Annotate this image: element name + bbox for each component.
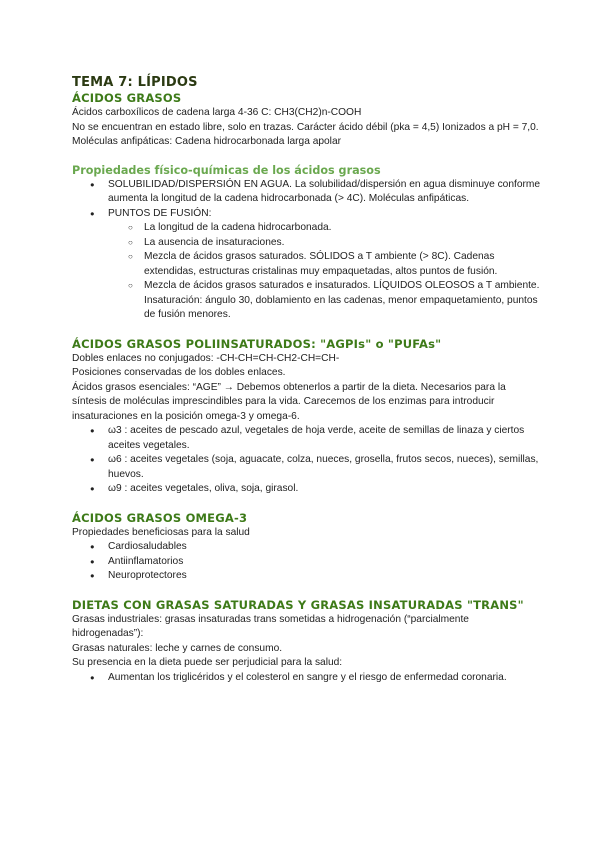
paragraph: Propiedades beneficiosas para la salud <box>72 526 250 538</box>
section-heading: ÁCIDOS GRASOS OMEGA-3 <box>72 510 248 525</box>
bullet-list <box>72 424 542 497</box>
paragraph: Grasas naturales: leche y carnes de consumo. <box>72 642 283 654</box>
list-item: ● ω6 : aceites vegetales (soja, aguacate, colza, nueces, grosella, frutos secos, nueces), semillas, huevos. <box>72 453 542 482</box>
paragraph: Moléculas anfipáticas: Cadena hidrocarbonada larga apolar <box>72 136 342 147</box>
list-item: ● Aumentan los triglicéridos y el colesterol en sangre y el riesgo de enfermedad coronaria. <box>72 671 542 686</box>
list-item: ● SOLUBILIDAD/DISPERSIÓN EN AGUA. La solubilidad/dispersión en agua disminuye conforme aumenta la longitud de la cadena hidrocarbonada (> 4C). Moléculas anfipáticas. <box>72 178 542 207</box>
subsection-heading: Propiedades físico-químicas de los ácidos grasos <box>72 163 381 177</box>
section-omega3 <box>72 511 542 584</box>
paragraph: Ácidos grasos esenciales: “AGE” → Debemos obtenerlos a partir de la dieta. Necesarios para la síntesis de moléculas imprescindibles para la vida. Carecemos de los enzimas para introducir insaturaciones en la posición omega-3 y omega-6. <box>72 381 506 422</box>
paragraph: Ácidos carboxílicos de cadena larga 4-36 C: CH3(CH2)n-COOH <box>72 107 362 118</box>
document-content <box>72 74 542 685</box>
bullet-list <box>72 178 542 222</box>
list-item <box>72 207 542 222</box>
paragraph: No se encuentran en estado libre, solo en trazas. Carácter ácido débil (pka = 4,5) Ionizados a pH = 7,0. <box>72 121 539 133</box>
sub-list-item: ○ Mezcla de ácidos grasos saturados. SÓLIDOS a T ambiente (> 8C). Cadenas extendidas, estructuras cristalinas muy empaquetadas, altos puntos de fusión. <box>72 250 542 279</box>
sub-list-item: ○ La ausencia de insaturaciones. <box>72 236 542 251</box>
section-propiedades <box>72 163 542 323</box>
section-acidos-grasos <box>72 91 542 150</box>
list-item: ● ω9 : aceites vegetales, oliva, soja, girasol. <box>72 482 542 497</box>
section-poliinsaturados <box>72 337 542 497</box>
page-title: TEMA 7: LÍPIDOS <box>72 75 198 90</box>
section-dietas <box>72 598 542 686</box>
paragraph: Dobles enlaces no conjugados: -CH-CH=CH-CH2-CH=CH- <box>72 352 340 364</box>
list-item: ● Antiinflamatorios <box>72 555 542 570</box>
list-item: ● Cardiosaludables <box>72 540 542 555</box>
list-item: ● ω3 : aceites de pescado azul, vegetales de hoja verde, aceite de semillas de linaza y ciertos aceites vegetales. <box>72 424 542 453</box>
sub-bullet-list <box>72 221 542 323</box>
section-heading: ÁCIDOS GRASOS POLIINSATURADOS: "AGPIs" o "PUFAs" <box>72 336 442 351</box>
sub-list-item: ○ Mezcla de ácidos grasos saturados e insaturados. LÍQUIDOS OLEOSOS a T ambiente. Insaturación: ángulo 30, doblamiento en las cadenas, menor empaquetamiento, puntos de fusión menores. <box>72 279 542 323</box>
bullet-list <box>72 671 542 686</box>
paragraph: Grasas industriales: grasas insaturadas trans sometidas a hidrogenación (“parcialmente hidrogenadas”): <box>72 613 469 639</box>
bullet-list <box>72 540 542 584</box>
list-item: ● Neuroprotectores <box>72 569 542 584</box>
section-heading: ÁCIDOS GRASOS <box>72 91 182 105</box>
paragraph: Su presencia en la dieta puede ser perjudicial para la salud: <box>72 657 343 668</box>
section-heading: DIETAS CON GRASAS SATURADAS Y GRASAS INSATURADAS "TRANS" <box>72 597 524 612</box>
sub-list-item: ○ La longitud de la cadena hidrocarbonada. <box>72 221 542 236</box>
paragraph: Posiciones conservadas de los dobles enlaces. <box>72 367 286 378</box>
list-item-label: PUNTOS DE FUSIÓN: <box>108 207 212 219</box>
